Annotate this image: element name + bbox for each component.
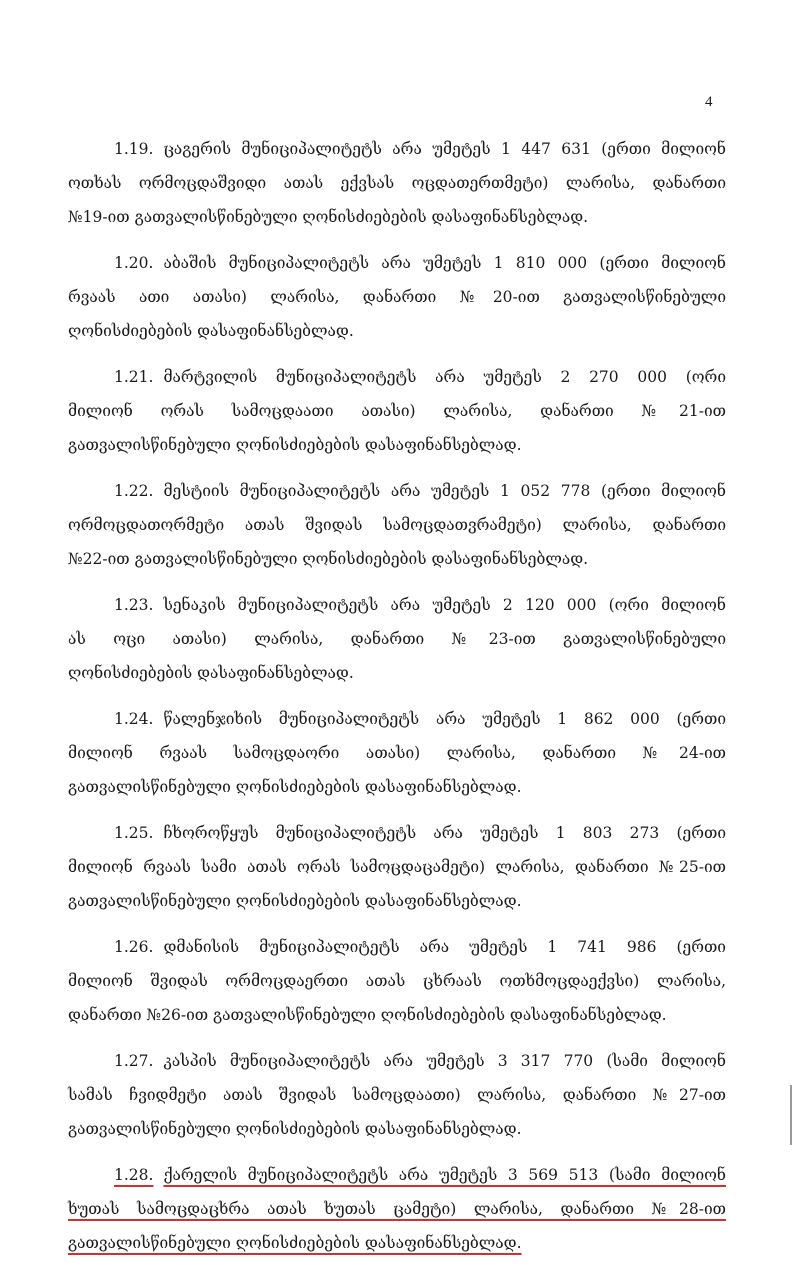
item-number: 1.26. — [114, 938, 154, 956]
item-number: 1.21. — [114, 368, 154, 386]
item-list — [68, 132, 726, 1272]
item-number: 1.25. — [114, 824, 154, 842]
item-line: 1.28. ქარელის მუნიციპალიტეტს არა უმეტეს 3 569 513 (სამი მილიონ — [114, 1166, 726, 1184]
list-item — [68, 816, 726, 918]
item-line: 1.22. მესტიის მუნიციპალიტეტს არა უმეტეს 1 052 778 (ერთი მილიონ — [114, 482, 726, 500]
list-item — [68, 360, 726, 462]
item-line: ღონისძიებების დასაფინანსებლად. — [68, 664, 354, 682]
item-line: მილიონ ორას სამოცდაათი ათასი) ლარისა, დანართი №21-ით — [68, 402, 726, 420]
item-line: გათვალისწინებული ღონისძიებების დასაფინანსებლად. — [68, 778, 522, 796]
item-line: 1.20. აბაშის მუნიციპალიტეტს არა უმეტეს 1 810 000 (ერთი მილიონ — [114, 254, 726, 272]
list-item — [68, 588, 726, 690]
item-number: 1.27. — [114, 1052, 154, 1070]
item-line: გათვალისწინებული ღონისძიებების დასაფინანსებლად. — [68, 1120, 522, 1138]
item-line: ას ოცი ათასი) ლარისა, დანართი №23-ით გათვალისწინებული — [68, 630, 726, 648]
list-item — [68, 132, 726, 234]
highlighted-list-item — [68, 1158, 726, 1260]
item-number: 1.24. — [114, 710, 154, 728]
item-line: 1.23. სენაკის მუნიციპალიტეტს არა უმეტეს 2 120 000 (ორი მილიონ — [114, 596, 726, 614]
item-line: №19-ით გათვალისწინებული ღონისძიებების დასაფინანსებლად. — [68, 208, 589, 226]
item-number: 1.19. — [114, 140, 154, 158]
list-item — [68, 702, 726, 804]
list-item — [68, 1044, 726, 1146]
item-line: ხუთას სამოცდაცხრა ათას ხუთას ცამეტი) ლარისა, დანართი №28-ით — [68, 1200, 726, 1218]
item-line: ოთხას ორმოცდაშვიდი ათას ექვსას ოცდათერთმეტი) ლარისა, დანართი — [68, 174, 726, 192]
item-line: 1.25. ჩხოროწყუს მუნიციპალიტეტს არა უმეტეს 1 803 273 (ერთი — [114, 824, 726, 842]
item-line: მილიონ რვაას სამი ათას ორას სამოცდაცამეტი) ლარისა, დანართი №25-ით — [68, 858, 726, 876]
item-line: რვაას ათი ათასი) ლარისა, დანართი №20-ით გათვალისწინებული — [68, 288, 726, 306]
list-item — [68, 474, 726, 576]
item-line: 1.21. მარტვილის მუნიციპალიტეტს არა უმეტეს 2 270 000 (ორი — [114, 368, 726, 386]
item-number: 1.23. — [114, 596, 154, 614]
list-item — [68, 246, 726, 348]
page-number: 4 — [705, 94, 713, 110]
item-line: დანართი №26-ით გათვალისწინებული ღონისძიებების დასაფინანსებლად. — [68, 1006, 667, 1024]
item-number: 1.28. — [114, 1166, 154, 1184]
item-number: 1.22. — [114, 482, 154, 500]
item-line: №22-ით გათვალისწინებული ღონისძიებების დასაფინანსებლად. — [68, 550, 589, 568]
item-line: გათვალისწინებული ღონისძიებების დასაფინანსებლად. — [68, 1234, 522, 1252]
item-line: 1.19. ცაგერის მუნიციპალიტეტს არა უმეტეს 1 447 631 (ერთი მილიონ — [114, 140, 726, 158]
item-line: ღონისძიებების დასაფინანსებლად. — [68, 322, 354, 340]
item-line: 1.24. წალენჯიხის მუნიციპალიტეტს არა უმეტეს 1 862 000 (ერთი — [114, 710, 726, 728]
list-item — [68, 930, 726, 1032]
item-line: ორმოცდათორმეტი ათას შვიდას სამოცდათვრამეტი) ლარისა, დანართი — [68, 516, 726, 534]
item-line: გათვალისწინებული ღონისძიებების დასაფინანსებლად. — [68, 436, 522, 454]
item-line: სამას ჩვიდმეტი ათას შვიდას სამოცდაათი) ლარისა, დანართი №27-ით — [68, 1086, 726, 1104]
item-line: 1.26. დმანისის მუნიციპალიტეტს არა უმეტეს 1 741 986 (ერთი — [114, 938, 726, 956]
item-line: 1.27. კასპის მუნიციპალიტეტს არა უმეტეს 3 317 770 (სამი მილიონ — [114, 1052, 726, 1070]
item-line: გათვალისწინებული ღონისძიებების დასაფინანსებლად. — [68, 892, 522, 910]
item-line: მილიონ რვაას სამოცდაორი ათასი) ლარისა, დანართი №24-ით — [68, 744, 726, 762]
item-line: მილიონ შვიდას ორმოცდაერთი ათას ცხრაას ოთხმოცდაექვსი) ლარისა, — [68, 972, 726, 990]
scroll-edge-mark — [790, 1085, 792, 1145]
item-number: 1.20. — [114, 254, 154, 272]
